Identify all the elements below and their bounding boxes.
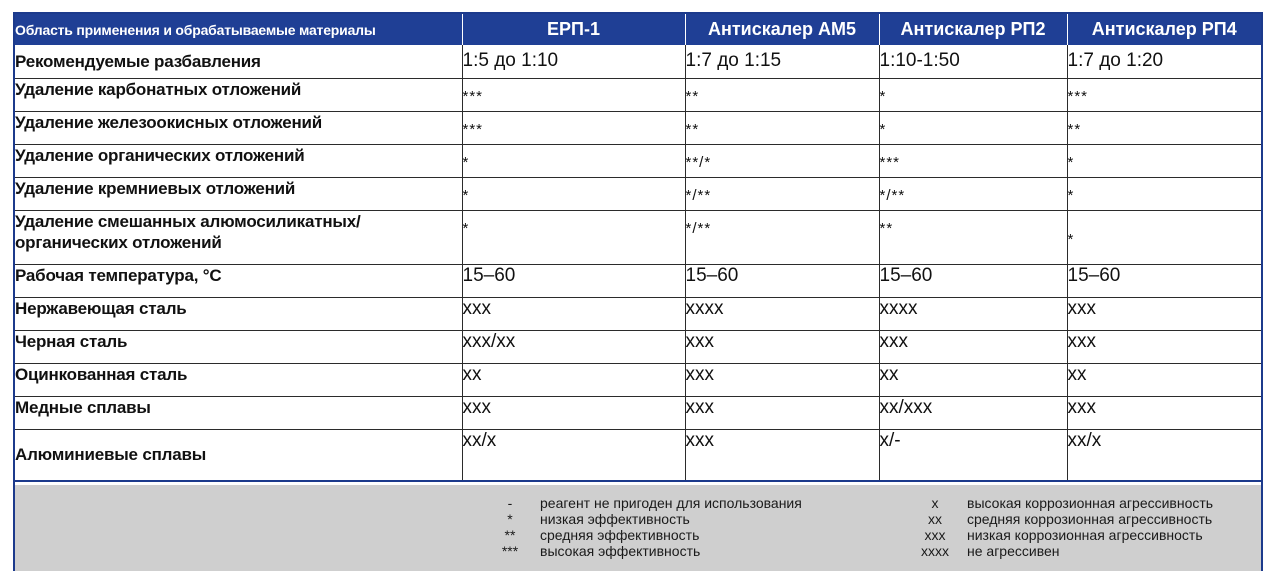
legend-row xyxy=(15,543,1261,559)
table-row xyxy=(15,111,1261,144)
header-product-rp4: Антискалер РП4 xyxy=(1067,14,1261,45)
legend-text: высокая коррозионная агрессивность xyxy=(967,495,1214,511)
table-cell: хх xyxy=(462,363,685,396)
legend-symbol: * xyxy=(507,511,513,527)
table-cell: **/* xyxy=(685,144,879,177)
row-label: Рабочая температура, °C xyxy=(15,264,462,297)
row-label: Рекомендуемые разбавления xyxy=(15,45,462,78)
table-cell: ххх xyxy=(1067,330,1261,363)
table-cell: */** xyxy=(685,210,879,264)
header-product-rp2: Антискалер РП2 xyxy=(879,14,1067,45)
table-cell: * xyxy=(462,177,685,210)
table-cell: ** xyxy=(685,111,879,144)
table-cell: ххх xyxy=(685,429,879,481)
table-cell: * xyxy=(462,144,685,177)
legend-symbol: ххх xyxy=(924,527,946,543)
row-label: Оцинкованная сталь xyxy=(15,363,462,396)
legend-panel xyxy=(15,485,1261,571)
table-row xyxy=(15,297,1261,330)
header-product-erp1: ЕРП-1 xyxy=(462,14,685,45)
table-cell: * xyxy=(879,111,1067,144)
table-cell: х/- xyxy=(879,429,1067,481)
table-cell: 1:7 до 1:15 xyxy=(685,45,879,78)
table-cell: хх/х xyxy=(462,429,685,481)
legend-symbol: хх xyxy=(928,511,942,527)
table-cell: * xyxy=(879,78,1067,111)
table-cell: ххх xyxy=(685,330,879,363)
table-cell: ** xyxy=(1067,111,1261,144)
table-cell: */** xyxy=(685,177,879,210)
table-row xyxy=(15,210,1261,264)
table-cell: ххх xyxy=(462,297,685,330)
table-cell: *** xyxy=(462,111,685,144)
table-cell: ** xyxy=(879,210,1067,264)
row-label: Черная сталь xyxy=(15,330,462,363)
row-label: Удаление органических отложений xyxy=(15,144,462,177)
table-cell: хххх xyxy=(879,297,1067,330)
materials-table-frame xyxy=(13,12,1263,571)
table-row xyxy=(15,177,1261,210)
table-cell: 1:10-1:50 xyxy=(879,45,1067,78)
table-cell: *** xyxy=(462,78,685,111)
row-label: Удаление кремниевых отложений xyxy=(15,177,462,210)
table-cell: ххх xyxy=(685,396,879,429)
table-cell: ххх xyxy=(462,396,685,429)
table-cell: 1:5 до 1:10 xyxy=(462,45,685,78)
table-cell: хх/x xyxy=(1067,429,1261,481)
table-row xyxy=(15,45,1261,78)
header-row xyxy=(15,14,1261,45)
table-cell: хх xyxy=(1067,363,1261,396)
legend-text: низкая эффективность xyxy=(540,511,690,527)
table-cell: хххх xyxy=(685,297,879,330)
header-application-area: Область применения и обрабатываемые материалы xyxy=(15,14,462,45)
table-cell: *** xyxy=(879,144,1067,177)
legend-symbol: хххх xyxy=(921,543,949,559)
table-row xyxy=(15,144,1261,177)
table-row xyxy=(15,429,1261,481)
legend-text: реагент не пригоден для использования xyxy=(540,495,802,511)
table-cell: */** xyxy=(879,177,1067,210)
row-label: Медные сплавы xyxy=(15,396,462,429)
table-cell: хх xyxy=(879,363,1067,396)
legend-symbol: х xyxy=(931,495,939,511)
table-cell: 15–60 xyxy=(462,264,685,297)
table-cell: ** xyxy=(685,78,879,111)
legend-text: не агрессивен xyxy=(967,543,1060,559)
table-cell: ххх xyxy=(1067,297,1261,330)
row-label-line-2: органических отложений xyxy=(15,232,222,252)
table-cell: 15–60 xyxy=(685,264,879,297)
legend-row xyxy=(15,495,1261,511)
legend-row xyxy=(15,527,1261,543)
table-row xyxy=(15,330,1261,363)
row-label: Удаление карбонатных отложений xyxy=(15,78,462,111)
table-cell: ххх xyxy=(879,330,1067,363)
legend-symbol: ** xyxy=(504,527,516,543)
table-cell: ххх xyxy=(1067,396,1261,429)
row-label-line-1: Удаление смешанных алюмосиликатных/ xyxy=(15,211,361,231)
row-label: Нержавеющая сталь xyxy=(15,297,462,330)
header-product-am5: Антискалер АМ5 xyxy=(685,14,879,45)
table-cell: хх/ххх xyxy=(879,396,1067,429)
row-label xyxy=(15,210,462,264)
table-cell: *** xyxy=(1067,78,1261,111)
table-row xyxy=(15,396,1261,429)
table-cell: ххх xyxy=(685,363,879,396)
table-cell: * xyxy=(1067,144,1261,177)
table-row xyxy=(15,264,1261,297)
row-label: Удаление железоокисных отложений xyxy=(15,111,462,144)
legend-text: высокая эффективность xyxy=(540,543,701,559)
table-row xyxy=(15,363,1261,396)
legend-row xyxy=(15,511,1261,527)
legend-symbol: *** xyxy=(501,543,519,559)
table-row xyxy=(15,78,1261,111)
legend-text: низкая коррозионная агрессивность xyxy=(967,527,1203,543)
table-cell: 1:7 до 1:20 xyxy=(1067,45,1261,78)
table-cell: * xyxy=(462,210,685,264)
table-cell: 15–60 xyxy=(879,264,1067,297)
table-cell: 15–60 xyxy=(1067,264,1261,297)
legend-symbol: - xyxy=(507,495,513,511)
row-label: Алюминиевые сплавы xyxy=(15,429,462,481)
table-cell: * xyxy=(1067,210,1261,264)
legend-text: средняя эффективность xyxy=(540,527,700,543)
materials-table xyxy=(15,14,1261,482)
table-cell: * xyxy=(1067,177,1261,210)
legend-text: средняя коррозионная агрессивность xyxy=(967,511,1213,527)
table-cell: ххх/хх xyxy=(462,330,685,363)
